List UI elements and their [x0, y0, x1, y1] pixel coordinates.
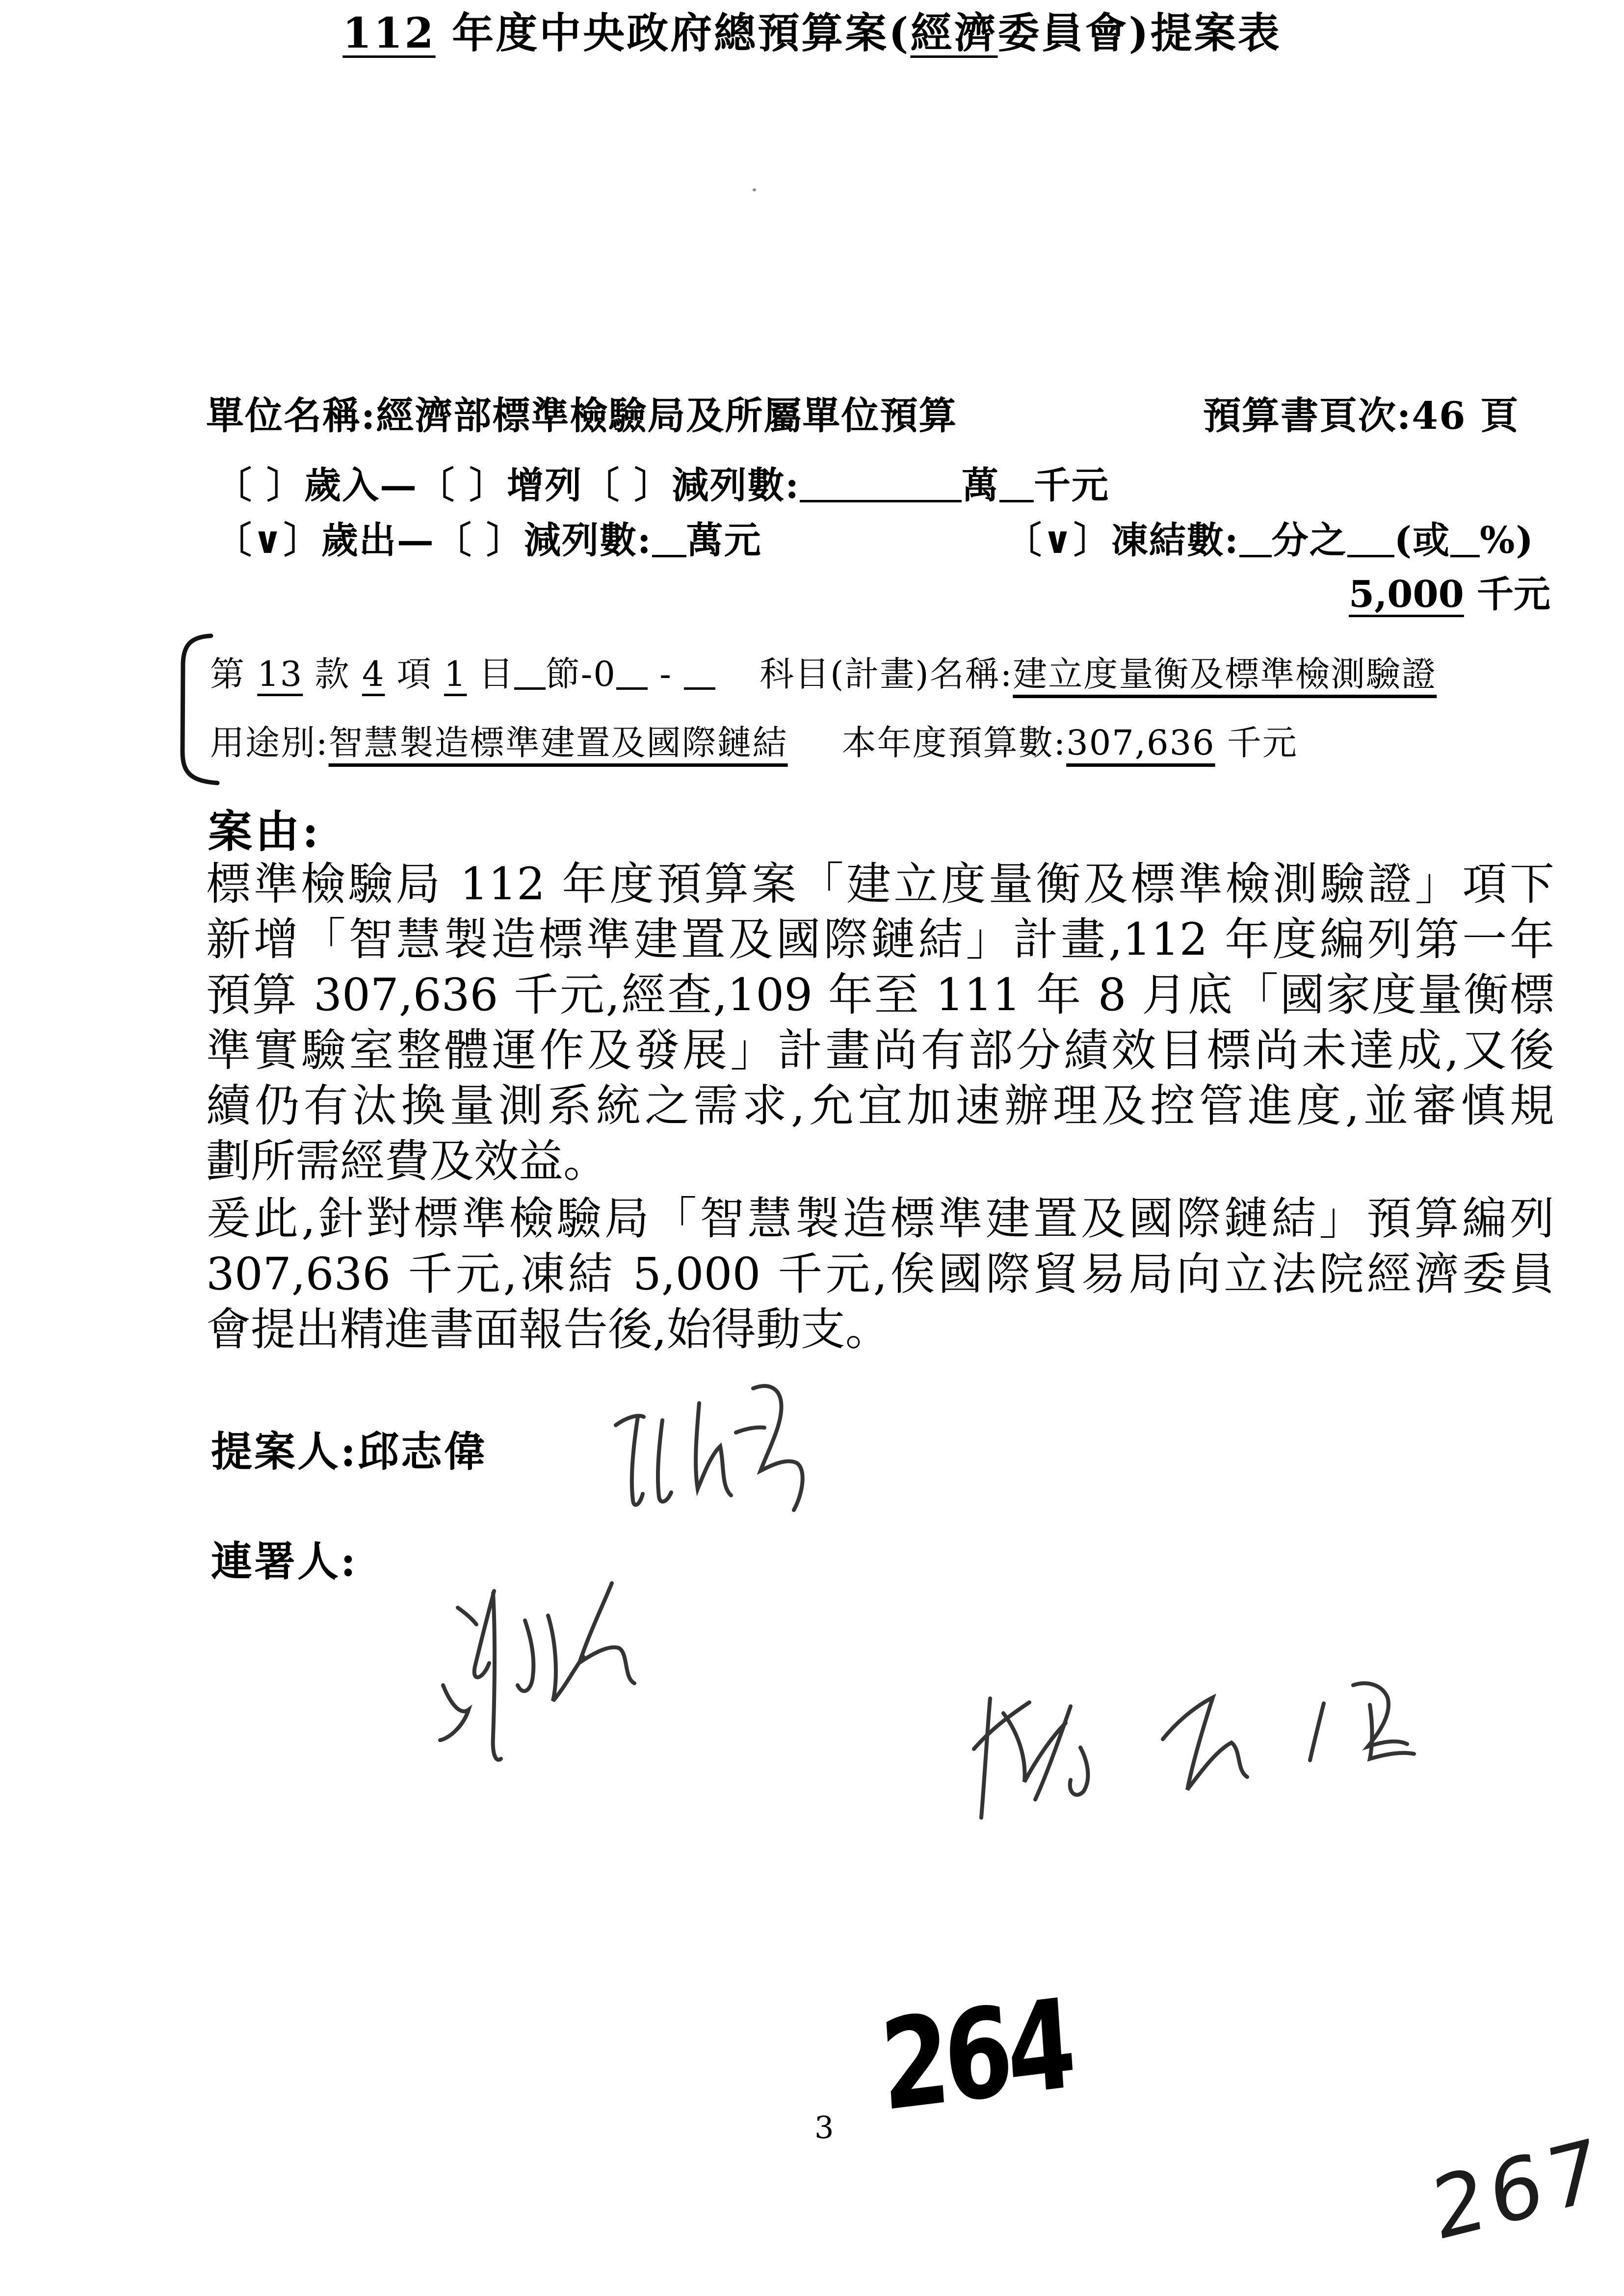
printed-page-number: 3 — [814, 2110, 834, 2145]
reason-text-line: 準實驗室整體運作及發展」計畫尚有部分績效目標尚未達成,又後 — [206, 1025, 1554, 1076]
unit-name-label: 單位名稱:經濟部標準檢驗局及所屬單位預算 — [206, 394, 958, 438]
reason-text-line: 307,636 千元,凍結 5,000 千元,俟國際貿易局向立法院經濟委員 — [206, 1249, 1554, 1300]
expenditure-checkbox-row: 〔∨〕歲出—〔 〕減列數: 萬元 — [215, 519, 762, 562]
scan-speck — [753, 188, 756, 191]
reason-text-line: 會提出精進書面報告後,始得動支。 — [206, 1304, 890, 1356]
proposer-signature — [589, 1374, 844, 1531]
document-title: 112 年度中央政府總預算案(經濟委員會)提案表 — [342, 9, 1282, 58]
reason-text-line: 預算 307,636 千元,經查,109 年至 111 年 8 月底「國家度量衡標 — [206, 969, 1554, 1021]
reason-text-line: 爰此,針對標準檢驗局「智慧製造標準建置及國際鏈結」預算編列 — [206, 1193, 1554, 1245]
budget-book-page-ref: 預算書頁次:46 頁 — [1203, 394, 1519, 438]
handwritten-number-264: 264 — [876, 1972, 1075, 2139]
reason-text-line: 劃所需經費及效益。 — [206, 1136, 608, 1187]
revenue-checkbox-row: 〔 〕歲入—〔 〕增列〔 〕減列數: 萬 千元 — [215, 464, 1110, 507]
reason-text-line: 標準檢驗局 112 年度預算案「建立度量衡及標準檢測驗證」項下 — [206, 859, 1554, 910]
reason-text-line: 新增「智慧製造標準建置及國際鏈結」計畫,112 年度編列第一年 — [206, 914, 1554, 965]
reason-heading: 案由: — [208, 806, 322, 858]
cosigner-signature-1 — [419, 1563, 704, 1778]
clause-line-usage: 用途別:智慧製造標準建置及國際鏈結 本年度預算數:307,636 千元 — [210, 723, 1298, 763]
freeze-checkbox-row: 〔∨〕凍結數: 分之 (或 %) — [1005, 519, 1534, 562]
cosigner-line: 連署人: — [211, 1537, 358, 1586]
cosigner-signature-2 — [957, 1668, 1447, 1845]
frozen-amount: 5,000 千元 — [1349, 573, 1550, 616]
proposer-line: 提案人:邱志偉 — [211, 1427, 488, 1476]
handwritten-number-267: 267 — [1428, 2118, 1609, 2260]
reason-text-line: 續仍有汰換量測系統之需求,允宜加速辦理及控管進度,並審慎規 — [206, 1080, 1554, 1132]
clause-line-budget-item: 第 13 款 4 項 1 目 節-0 - 科目(計畫)名稱:建立度量衡及標準檢測驗證 — [210, 654, 1437, 694]
